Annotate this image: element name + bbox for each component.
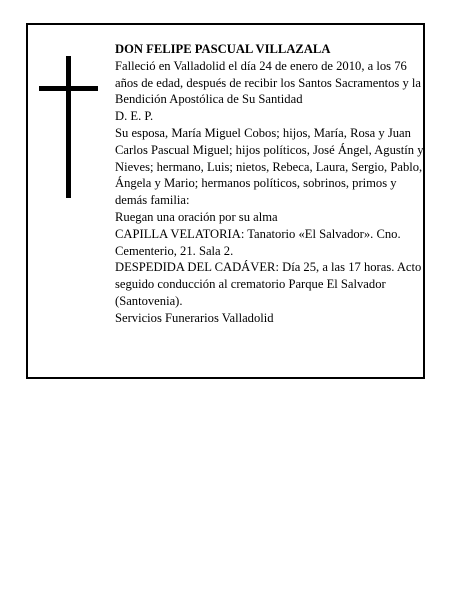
- obituary-notice: [26, 23, 425, 379]
- funeral-home: Servicios Funerarios Valladolid: [115, 310, 274, 325]
- chapel-info: CAPILLA VELATORIA: Tanatorio «El Salvador». Cno. Cementerio, 21. Sala 2.: [115, 226, 401, 258]
- notice-text: [115, 41, 425, 327]
- deceased-name: DON FELIPE PASCUAL VILLAZALA: [115, 42, 331, 56]
- cross-vertical-bar: [66, 56, 71, 198]
- family-members: Su esposa, María Miguel Cobos; hijos, María, Rosa y Juan Carlos Pascual Miguel; hijos políticos, José Ángel, Agustín y Nieves; hermano, Luis; nietos, Rebeca, Laura, Sergio, Pablo, Ángela y Mario; hermanos políticos, sobrinos, primos y demás familia:: [115, 125, 424, 208]
- farewell-info: DESPEDIDA DEL CADÁVER: Día 25, a las 17 horas. Acto seguido conducción al crematorio Parque El Salvador (Santovenia).: [115, 260, 422, 308]
- prayer-request: Ruegan una oración por su alma: [115, 209, 278, 224]
- rip-abbreviation: D. E. P.: [115, 109, 154, 124]
- cross-horizontal-bar: [39, 86, 98, 91]
- death-info: Falleció en Valladolid el día 24 de enero de 2010, a los 76 años de edad, después de recibir los Santos Sacramentos y la Bendición Apostólica de Su Santidad: [115, 58, 422, 107]
